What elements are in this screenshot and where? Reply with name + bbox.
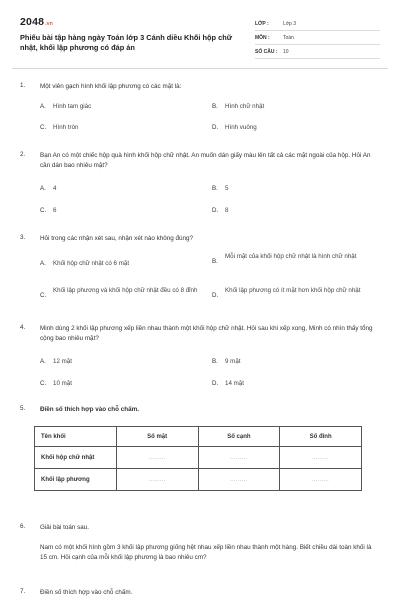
option-text: Khối lập phương và khối hộp chữ nhật đều có 8 đỉnh: [53, 287, 198, 294]
column-header: Số đỉnh: [280, 427, 362, 447]
question-number: 4.: [20, 324, 26, 331]
question-number: 1.: [20, 82, 26, 89]
question-7: [20, 588, 380, 600]
fill-in-table: [34, 426, 362, 491]
problem-body: Nam có một khối hình gồm 3 khối lập phương giống hệt nhau xếp liền nhau thành một hàng. Biết chiều dài toàn khối là 15 cm. Hỏi cạnh của mỗi khối lập phương là bao nhiêu cm?: [40, 544, 372, 561]
meta-value: 10: [283, 48, 289, 55]
question-text: Điền số thích hợp vào chỗ chấm.: [40, 406, 139, 413]
blank-cell[interactable]: .........: [116, 447, 198, 469]
logo-text: 2048: [20, 16, 45, 28]
meta-label: MÔN :: [255, 34, 270, 41]
option-text: 5: [225, 185, 229, 192]
blank-cell[interactable]: .........: [280, 469, 362, 491]
table-header-row: [35, 427, 362, 447]
option-letter: D.: [212, 207, 219, 214]
question-text: Hỏi trong các nhận xét sau, nhận xét nào không đúng?: [40, 235, 193, 242]
row-header: Khối lập phương: [35, 469, 117, 491]
option-text: Hình chữ nhật: [225, 103, 265, 110]
option-a[interactable]: [40, 357, 193, 367]
option-d[interactable]: [212, 286, 375, 301]
option-letter: D.: [212, 380, 219, 387]
question-1: [20, 82, 380, 137]
meta-value: Toán: [283, 34, 294, 41]
option-a[interactable]: [40, 102, 193, 112]
option-d[interactable]: [212, 123, 365, 133]
blank-cell[interactable]: .........: [280, 447, 362, 469]
page-title: Phiếu bài tập hàng ngày Toán lớp 3 Cánh diều Khối hộp chữ nhật, khối lập phương có đáp án: [20, 33, 233, 52]
column-header: Số cạnh: [198, 427, 280, 447]
question-text: Điền số thích hợp vào chỗ chấm.: [40, 589, 133, 596]
option-text: Mỗi mặt của khối hộp chữ nhật là hình chữ nhật: [225, 253, 357, 260]
option-text: 8: [225, 207, 229, 214]
option-letter: A.: [40, 185, 46, 192]
question-text: Minh dùng 2 khối lập phương xếp liền nhau thành một khối hộp chữ nhật. Hỏi sau khi xếp xong, Minh có nhìn thấy tổng cộng bao nhiêu mặt?: [40, 325, 373, 342]
option-b[interactable]: [212, 102, 365, 112]
option-letter: C.: [40, 124, 47, 131]
option-text: Hình tam giác: [53, 103, 92, 110]
option-letter: B.: [212, 358, 218, 365]
blank-cell[interactable]: .........: [116, 469, 198, 491]
option-letter: B.: [212, 258, 218, 265]
question-number: 6.: [20, 523, 26, 530]
option-b[interactable]: [212, 184, 365, 194]
option-letter: D.: [212, 124, 219, 131]
option-letter: A.: [40, 103, 46, 110]
option-letter: C.: [40, 380, 47, 387]
question-number: 5.: [20, 405, 26, 412]
question-number: 7.: [20, 588, 26, 595]
option-b[interactable]: [212, 357, 365, 367]
option-text: 10 mặt: [53, 380, 72, 387]
option-text: Hình vuông: [225, 124, 257, 131]
option-text: 6: [53, 207, 57, 214]
column-header: Tên khối: [35, 427, 117, 447]
meta-row-subject: [255, 31, 380, 45]
option-letter: B.: [212, 185, 218, 192]
question-number: 2.: [20, 151, 26, 158]
option-letter: A.: [40, 260, 46, 267]
option-text: 12 mặt: [53, 358, 72, 365]
option-text: 4: [53, 185, 57, 192]
option-text: Khối lập phương có ít mặt hơn khối hộp chữ nhật: [225, 287, 361, 294]
option-a[interactable]: [40, 184, 193, 194]
meta-label: SỐ CÂU :: [255, 48, 278, 55]
option-c[interactable]: [40, 123, 193, 133]
option-text: Khối hộp chữ nhật có 6 mặt: [53, 260, 130, 267]
option-letter: C.: [40, 207, 47, 214]
meta-value: Lớp 3: [283, 20, 297, 27]
option-c[interactable]: [40, 286, 198, 301]
header-divider: [12, 68, 388, 69]
option-letter: C.: [40, 292, 47, 299]
table-row: [35, 447, 362, 469]
question-text: Giải bài toán sau.: [40, 524, 90, 531]
option-c[interactable]: [40, 379, 193, 389]
meta-info: [255, 17, 380, 59]
table-row: [35, 469, 362, 491]
site-logo[interactable]: [20, 16, 53, 28]
option-d[interactable]: [212, 206, 365, 216]
option-text: 9 mặt: [225, 358, 241, 365]
option-text: 14 mặt: [225, 380, 244, 387]
question-4: [20, 324, 380, 392]
option-a[interactable]: [40, 259, 193, 269]
option-b[interactable]: [212, 252, 375, 267]
option-text: Hình tròn: [53, 124, 79, 131]
blank-cell[interactable]: .........: [198, 469, 280, 491]
blank-cell[interactable]: .........: [198, 447, 280, 469]
option-letter: A.: [40, 358, 46, 365]
logo-suffix: .vn: [45, 21, 53, 27]
question-5: [20, 405, 380, 417]
meta-row-count: [255, 45, 380, 59]
question-3: [20, 234, 380, 314]
meta-label: LỚP :: [255, 20, 269, 27]
meta-row-class: [255, 17, 380, 31]
question-2: [20, 151, 380, 221]
option-letter: D.: [212, 292, 219, 299]
row-header: Khối hộp chữ nhật: [35, 447, 117, 469]
option-d[interactable]: [212, 379, 365, 389]
question-text: Bạn An có một chiếc hộp quà hình khối hộp chữ nhật. An muốn dán giấy màu lên tất cả các mặt ngoài của hộp. Hỏi An cần dán bao nhiêu mặt?: [40, 152, 371, 169]
question-6: [20, 523, 380, 573]
option-letter: B.: [212, 103, 218, 110]
column-header: Số mặt: [116, 427, 198, 447]
option-c[interactable]: [40, 206, 193, 216]
question-text: Một viên gạch hình khối lập phương có các mặt là:: [40, 83, 182, 90]
question-number: 3.: [20, 234, 26, 241]
